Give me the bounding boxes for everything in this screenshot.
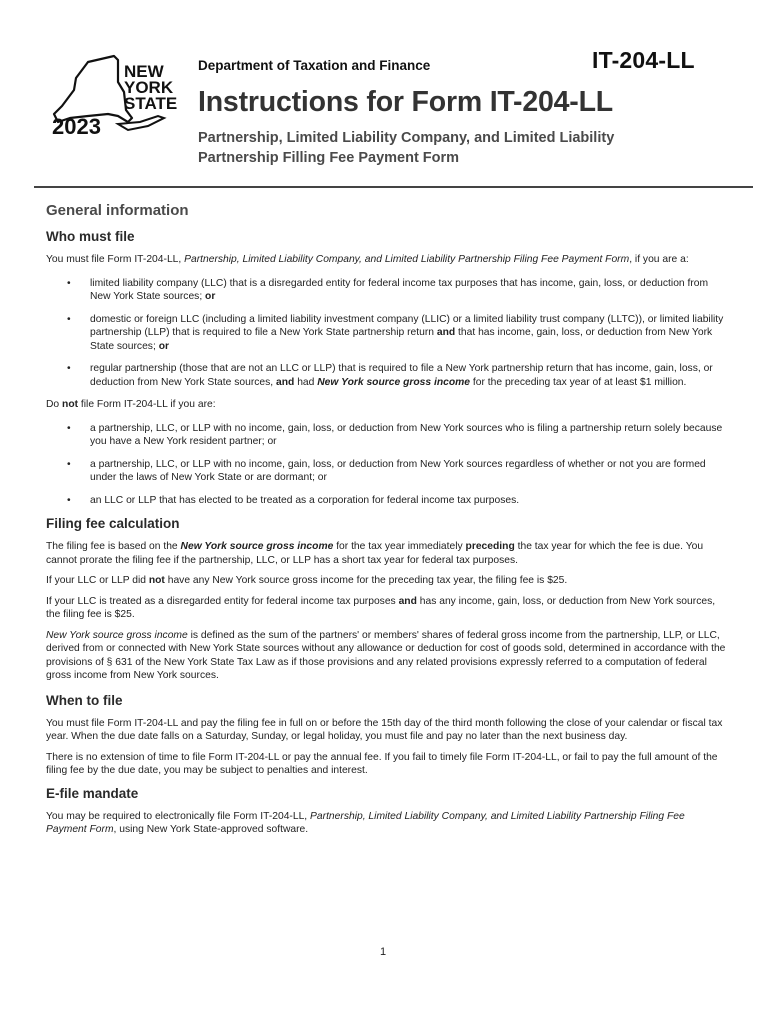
heading-filing-fee: Filing fee calculation [46, 516, 180, 531]
subtitle-line-2: Partnership Filling Fee Payment Form [198, 150, 460, 166]
logo-state: STATE [124, 94, 178, 113]
logo-york: YORK [124, 78, 174, 97]
section-heading-general: General information [46, 202, 189, 219]
must-file-list [46, 277, 726, 390]
efile-paragraph: You may be required to electronically file Form IT-204-LL, Partnership, Limited Liability Company, and Limited Liability Partnership Filing Fee Payment Form, using New York State-approved software. [46, 810, 685, 835]
list-item: • an LLC or LLP that has elected to be treated as a corporation for federal income tax purposes. [67, 494, 520, 506]
list-item: • regular partnership (those that are not an LLC or LLP) that is required to file a New York partnership return that has income, gain, loss, or deduction from New York State sources, and had New York source gross income for the preceding tax year of at least $1 million. [67, 363, 713, 388]
do-not-file-list [46, 422, 726, 508]
when-to-file-paragraph-1: You must file Form IT-204-LL and pay the filing fee in full on or before the 15th day of the third month following the close of your calendar or fiscal tax year. When the due date falls on a Saturday, Sunday, or legal holiday, you must file and pay no later than the next business day. [46, 717, 723, 742]
logo-year: 2023 [52, 114, 101, 139]
nys-logo [48, 52, 193, 142]
instructions-body [46, 202, 726, 844]
page-title: Instructions for Form IT-204-LL [198, 86, 613, 118]
filing-fee-paragraph-1: The filing fee is based on the New York source gross income for the tax year immediately preceding the tax year for which the fee is due. You cannot prorate the filing fee if the partnership, LLC, or LLP has a short tax year for federal tax purposes. [46, 541, 704, 566]
list-item: • domestic or foreign LLC (including a limited liability investment company (LLIC) or a limited liability trust company (LLTC)), or limited liability partnership (LLP) that is required to file a New York State partnership return and that has income, gain, loss, or deduction from New York State sources; or [67, 313, 724, 352]
list-item: • a partnership, LLC, or LLP with no income, gain, loss, or deduction from New York sources regardless of whether or not you are formed under the laws of New York State or are dormant; or [67, 458, 706, 483]
list-item: • a partnership, LLC, or LLP with no income, gain, loss, or deduction from New York sources who is filing a partnership return solely because you have a New York resident partner; or [67, 422, 723, 447]
page-number: 1 [380, 946, 387, 958]
filing-fee-paragraph-4: New York source gross income is defined as the sum of the partners' or members' shares of federal gross income from the partnership, LLP, or LLC, derived from or connected with New York State sources without any allowance or deduction for cost of goods sold, determined in accordance with the provisions of § 631 of the New York State Tax Law as if those provisions and any related provisions expressly referred to a computation of federal gross income from New York sources. [46, 629, 726, 681]
list-item: • limited liability company (LLC) that is a disregarded entity for federal income tax purposes that has income, gain, loss, or deduction from New York State sources; or [67, 277, 709, 302]
logo-new: NEW [124, 62, 164, 81]
header-divider [34, 186, 753, 188]
form-number: IT-204-LL [592, 47, 695, 73]
filing-fee-paragraph-3: If your LLC is treated as a disregarded entity for federal income tax purposes and has any income, gain, loss, or deduction from New York sources, the filing fee is $25. [46, 595, 716, 620]
department-name: Department of Taxation and Finance [198, 58, 431, 73]
when-to-file-paragraph-2: There is no extension of time to file Form IT-204-LL or pay the annual fee. If you fail to timely file Form IT-204-LL, or fail to pay the full amount of the filing fee by the due date, you may be subject to penalties and interest. [46, 751, 718, 776]
heading-when-to-file: When to file [46, 692, 123, 708]
filing-fee-paragraph-2: If your LLC or LLP did not have any New York source gross income for the preceding tax year, the filing fee is $25. [46, 575, 568, 586]
page-subtitle [198, 128, 718, 168]
subtitle-line-1: Partnership, Limited Liability Company, and Limited Liability [198, 130, 615, 146]
heading-efile-mandate: E-file mandate [46, 785, 139, 801]
who-must-file-intro: You must file Form IT-204-LL, Partnership, Limited Liability Company, and Limited Liability Partnership Filing Fee Payment Form, if you are a: [46, 254, 689, 265]
heading-who-must-file: Who must file [46, 229, 135, 244]
do-not-file-intro: Do not file Form IT-204-LL if you are: [46, 399, 216, 410]
